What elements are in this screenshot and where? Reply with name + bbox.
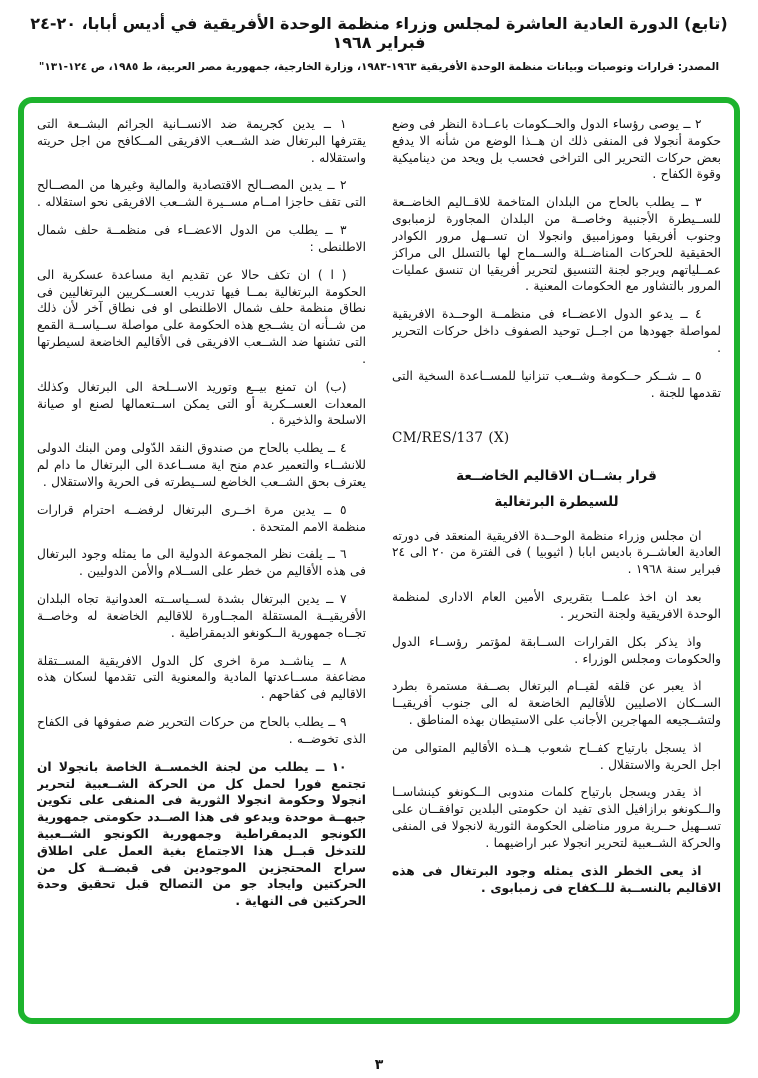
resolution-reference: CM/RES/137 (X) (392, 430, 510, 447)
subclause-a-military-aid: ( ا ) ان تكف حالا عن تقديم اية مساعدة عسكرية الى الحكومة البرتغالية بمــا فيها تدريب العســكريين البرتغاليين فى نطاق منظمة حلف شمال الاطلنطى او فى نطاق آخر لأن ذلك من شــأنه ان يشــجع هذه الحكومة على مواصلة ســياســة القمع التى تشنها ضد الشــعب الافريقى فى الأقاليم الخاضعة لسيطرتها . (37, 267, 366, 366)
clause-8-appeal-states: ٨ ــ يناشــد مرة اخرى كل الدول الافريقية المســتقلة مضاعفة مســاعدتها المادية والمعنوية التى تقدمها لسكان هذه الاقاليم فى كفاحهم . (37, 653, 366, 702)
preamble-reports: بعد ان اخذ علمــا بتقريرى الأمين العام الادارى لمنظمة الوحدة الافريقية ولجنة التحرير . (392, 590, 721, 621)
clause-3-nato-request: ٣ ــ يطلب من الدول الاعضــاء فى منظمــة حلف شمال الاطلنطى : (37, 223, 366, 254)
resolution-title-line1: قرار بشــان الاقاليم الخاضــعة (456, 468, 657, 485)
source-citation: المصدر: قرارات وتوصيات وبيانات منظمة الوحدة الأفريقية ١٩٦٣-١٩٨٣، وزارة الخارجية، جمهورية مصر العربية، ط ١٩٨٥، ص ١٢٤-١٣١" (38, 61, 720, 73)
clause-2-condemn-interests: ٢ ــ يدين المصــالح الاقتصادية والمالية وغيرها من المصــالح التى تقف حاجزا امــام مســيرة الشــعب الافريقى نحو استقلاله . (37, 178, 366, 210)
left-column (37, 116, 366, 1010)
resolution-title-line2: للسيطرة البرتغالية (494, 494, 619, 511)
page-number: ٣ (374, 1057, 384, 1073)
preamble-recalling: واذ يذكر بكل القرارات الســابقة لمؤتمر رؤســاء الدول والحكومات ومجلس الوزراء . (392, 634, 721, 666)
green-border-frame (18, 97, 740, 1024)
clause-9-unite-ranks: ٩ ــ يطلب بالحاح من حركات التحرير ضم صفوفها فى الكفاح الذى تخوضــه . (37, 715, 366, 746)
clause-10-committee-of-five: ١٠ ــ يطلب من لجنة الخمســة الخاصة بانجولا ان تجتمع فورا لحمل كل من الحركة الشــعبية لتحرير انجولا وحكومة انجولا الثورية فى المنفى على تكوين جبهــة موحدة ويدعو فى هذا الصــدد حكومتى جمهورية الكونجو الديمقراطية وجمهورية الكونجو الشــعبية للتدخل قبــل هذا الاجتماع بغية العمل على اطلاق سراح المحتجزين الموجودين فى قبضــة كل من الحركتين وايجاد جو من التصالح قبل تحقيق وحدة الحركتين فى النهاية . (37, 759, 366, 909)
clause-7-aggressive-policy: ٧ ــ يدين البرتغال بشدة لســياســته العدوانية تجاه البلدان الأفريقيــة المستقلة المجــاورة للاقاليم الخاضعة له وخاصــة تجــاه جمهورية الــكونغو الديمقراطية . (37, 592, 366, 640)
session-title: (تابع) الدورة العادية العاشرة لمجلس وزراء منظمة الوحدة الأفريقية في أديس أبابا، ٢٠-٢٤ فبراير ١٩٦٨ (30, 14, 728, 52)
clause-3: ٣ ــ يطلب بالحاح من البلدان المتاخمة للاقــاليم الخاضــعة للســيطرة الأجنبية وخاصــة من البلدان المجاورة لزمبابوى وجنوب أفريقيا وموزامبيق وانجولا ان تســهل مرور الكوادر الحقيقية للحركات المناضــلة والســماح لها بالتسلل الى مراكز عمــلياتهم ويرجو لجنة التنسيق لتحرير أفريقيا ان تنسق عمليات المرور بالتشاور مع الحكومات المعنية . (392, 195, 721, 294)
clause-1-condemn-crimes: ١ ــ يدين كجريمة ضد الانســانية الجرائم البشــعة التى يقترفها البرتغال ضد الشــعب الافريقى المــكافح من اجل حريته واستقلاله . (37, 117, 366, 165)
clause-2: ٢ ــ يوصى رؤساء الدول والحــكومات باعــادة النظر فى وضع حكومة أنجولا فى المنفى ذلك ان هــذا الوضع من شأنه الا يدفع بعض حركات التحرير الى التراخى فحسب بل ويحد من ديناميكية وقوة الكفاح . (392, 117, 721, 182)
clause-6-international-attention: ٦ ــ يلفت نظر المجموعة الدولية الى ما يمثله وجود البرتغال فى هذه الأقاليم من خطر على الســلام والأمن الدوليين . (37, 547, 366, 579)
preamble-concern: اذ يعبر عن قلقه لقيــام البرتغال بصــفة مستمرة بطرد الســكان الاصليين للأقاليم الخاضعة له الى جنوب أفريقيــا ولتشــجيعه المهاجرين الأجانب على الاستيطان بهذه المناطق . (392, 679, 721, 727)
clause-5-condemn-un-refusal: ٥ ــ يدين مرة اخــرى البرتغال لرفضــه احترام قرارات منظمة الامم المتحدة . (37, 502, 366, 534)
preamble-session: ان مجلس وزراء منظمة الوحــدة الافريقية المنعقد فى دورته العادية العاشــرة باديس ابابا ( اثيوبيا ) فى الفترة من ٢٠ الى ٢٤ فبراير سنة ١٩٦٨ . (392, 528, 721, 577)
preamble-congo-delegates: اذ يقدر ويسجل بارتياح كلمات مندوبى الــكونغو كينشاســا والــكونغو برازافيل الذى تفيد ان حكومتى البلدين توافقــان على تســهيل حــرية مرور مناضلى الحكومة الثورية لانجولا فى المنفى والحركة الشــعبية لتحرير انجولا عبر اراضيهما . (392, 785, 721, 850)
clause-4: ٤ ــ يدعو الدول الاعضــاء فى منظمــة الوحــدة الافريقية لمواصلة جهودها من اجــل توحيد الصفوف داخل حركات التحرير . (392, 307, 721, 355)
page-header (0, 14, 758, 73)
right-column (392, 116, 721, 1010)
two-column-layout (37, 116, 721, 1010)
clause-4-imf-worldbank: ٤ ــ يطلب بالحاح من صندوق النقد الدّولى ومن البنك الدولى للانشــاء والتعمير عدم منح اية مســاعدة الى البرتغال ما دام لم يعترف بحق الشــعب الخاضع لســيطرته فى الحرية والاستقلال . (37, 441, 366, 489)
preamble-danger-emphasis: اذ يعى الخطر الذى يمثله وجود البرتغال فى هذه الاقاليم بالنســبة للــكفاح فى زمبابوى . (392, 863, 721, 895)
clause-5: ٥ ــ شــكر حــكومة وشــعب تنزانيا للمســاعدة السخية التى تقدمها للجنة . (392, 368, 721, 400)
subclause-b-arms-ban: (ب) ان تمنع بيــع وتوريد الاســلحة الى البرتغال وكذلك المعدات العســكرية أو التى يمكن اســتعمالها لصنع او صيانة الاسلحة والذخيرة . (37, 379, 366, 428)
preamble-struggle: اذ يسجل بارتياح كفــاح شعوب هــذه الأقاليم المتوالى من اجل الحرية والاستقلال . (392, 740, 721, 772)
